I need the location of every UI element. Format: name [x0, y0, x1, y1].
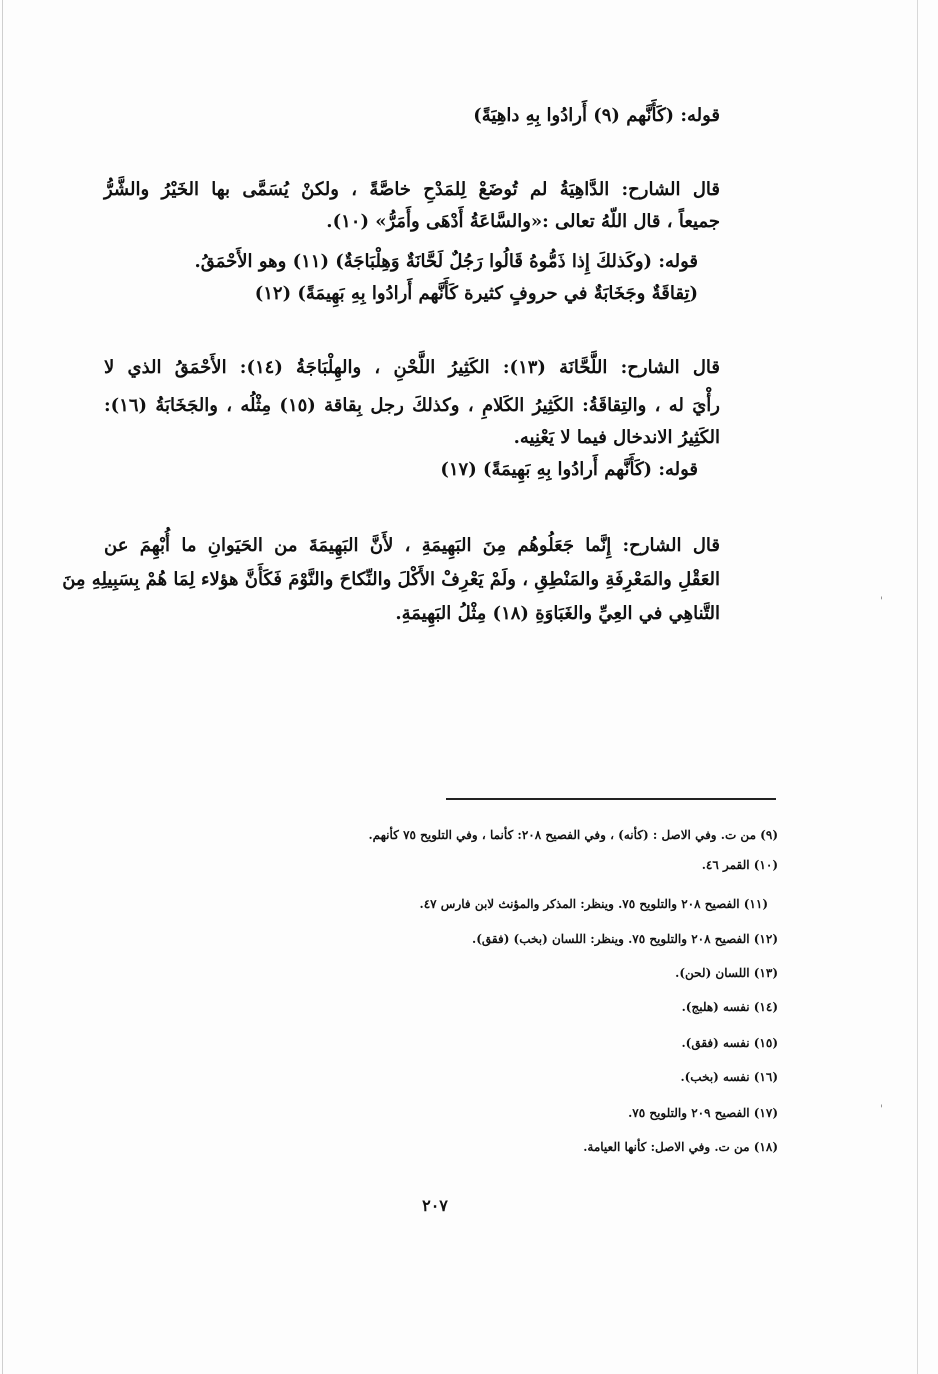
footnote-17: (١٧) الفصيح ٢٠٩ والتلويح ٧٥.	[628, 1106, 778, 1120]
margin-mark-2: '	[880, 1104, 883, 1115]
margin-mark-1: '	[880, 596, 883, 607]
commentary-line-6: قال الشارح: إِنَّما جَعَلُوهُم مِنَ البَهِيمَةِ ، لأَنَّ البَهِيمَةَ من الحَيَوانِ ما أُبْهِمَ عن	[104, 535, 720, 556]
commentary-line-5: الكَثِيرُ الاندخال فيما لا يَعْنِيه.	[513, 427, 720, 448]
footnote-9: (٩) من ت. وفي الاصل : (كأنه) ، وفي الفصيح ٢٠٨: كأنما ، وفي التلويح ٧٥ كأنهم.	[368, 828, 778, 842]
quote-line-4: قوله: (كَأَنَّهم أَرادُوا بِهِ بَهِيمَةً) (١٧)	[440, 459, 698, 480]
commentary-line-3: قال الشارح: اللَّحَّانَة (١٣): الكَثِيرُ اللَّحْنِ ، والهِلْبَاجَةُ (١٤): الأَحْمَقُ الذي لا	[104, 357, 720, 378]
footnote-10: (١٠) القمر ٤٦.	[701, 858, 778, 872]
commentary-line-2: جميعاً ، قال اللّهُ تعالى :«والسَّاعَةُ أَدْهَى وأَمَرُّ» (١٠).	[326, 211, 720, 232]
footnote-14: (١٤) نفسه (هلبج).	[681, 1000, 778, 1014]
commentary-line-8: التَّناهِي في العِيِّ والغَبَاوَةِ (١٨) مِثْلُ البَهِيمَةِ.	[395, 603, 720, 624]
commentary-line-1: قال الشارح: الدَّاهِيَةُ لم تُوضَعْ لِلمَدْحِ خاصَّةً ، ولكنْ يُسَمَّى بها الخَيْرُ والشَّرُّ	[104, 179, 720, 200]
page-number: ٢٠٧	[422, 1196, 448, 1215]
footnote-divider	[446, 798, 776, 800]
commentary-line-4: رأْيَ له ، والتِقاقَةُ: الكَثِيرُ الكَلامِ ، وكذلكَ رجل بِقاقة (١٥) مِثْلُه ، والجَخَابَةُ (١٦):	[104, 395, 720, 416]
quote-line-2: قوله: (وكَذلكَ إِذا ذَمُّوهُ قَالُوا رَجُلٌ لَحَّانَةٌ وَهِلْبَاجَةٌ) (١١) وهو الأَحْمَقُ.	[194, 251, 698, 272]
commentary-line-7: العَقْلِ والمَعْرِفَةِ والمَنْطِقِ ، ولَمْ يَعْرِفْ الأَكْلَ والنِّكاحَ والنَّوْمَ فَكَأَنَّ هؤلاء لِمَا هُمْ بِسَبِيلِهِ مِنَ	[62, 569, 720, 590]
footnote-18: (١٨) من ت. وفي الاصل: كأنها العيامة.	[583, 1140, 778, 1154]
scan-right-edge	[917, 0, 918, 1374]
footnote-16: (١٦) نفسه (بخب).	[680, 1070, 778, 1084]
quote-line-1: قوله: (كَأَنَّهم (٩) أَرادُوا بِهِ داهِيَةً)	[473, 105, 720, 126]
scan-left-edge	[2, 0, 3, 1374]
footnote-13: (١٣) اللسان (لحن).	[675, 966, 778, 980]
quote-line-3: (تِقاقَةٌ وجَخَابَةٌ في حروفٍ كثيرة كَأَنَّهم أَرادُوا بِهِ بَهِيمَةً) (١٢)	[254, 283, 698, 304]
footnote-12: (١٢) الفصيح ٢٠٨ والتلويح ٧٥. وينظر: اللسان (بخب) (فقق).	[472, 932, 778, 946]
footnote-11: (١١) الفصيح ٢٠٨ والتلويح ٧٥. وينظر: المذكر والمؤنث لابن فارس ٤٧.	[419, 897, 768, 911]
footnote-15: (١٥) نفسه (فقق).	[681, 1036, 778, 1050]
